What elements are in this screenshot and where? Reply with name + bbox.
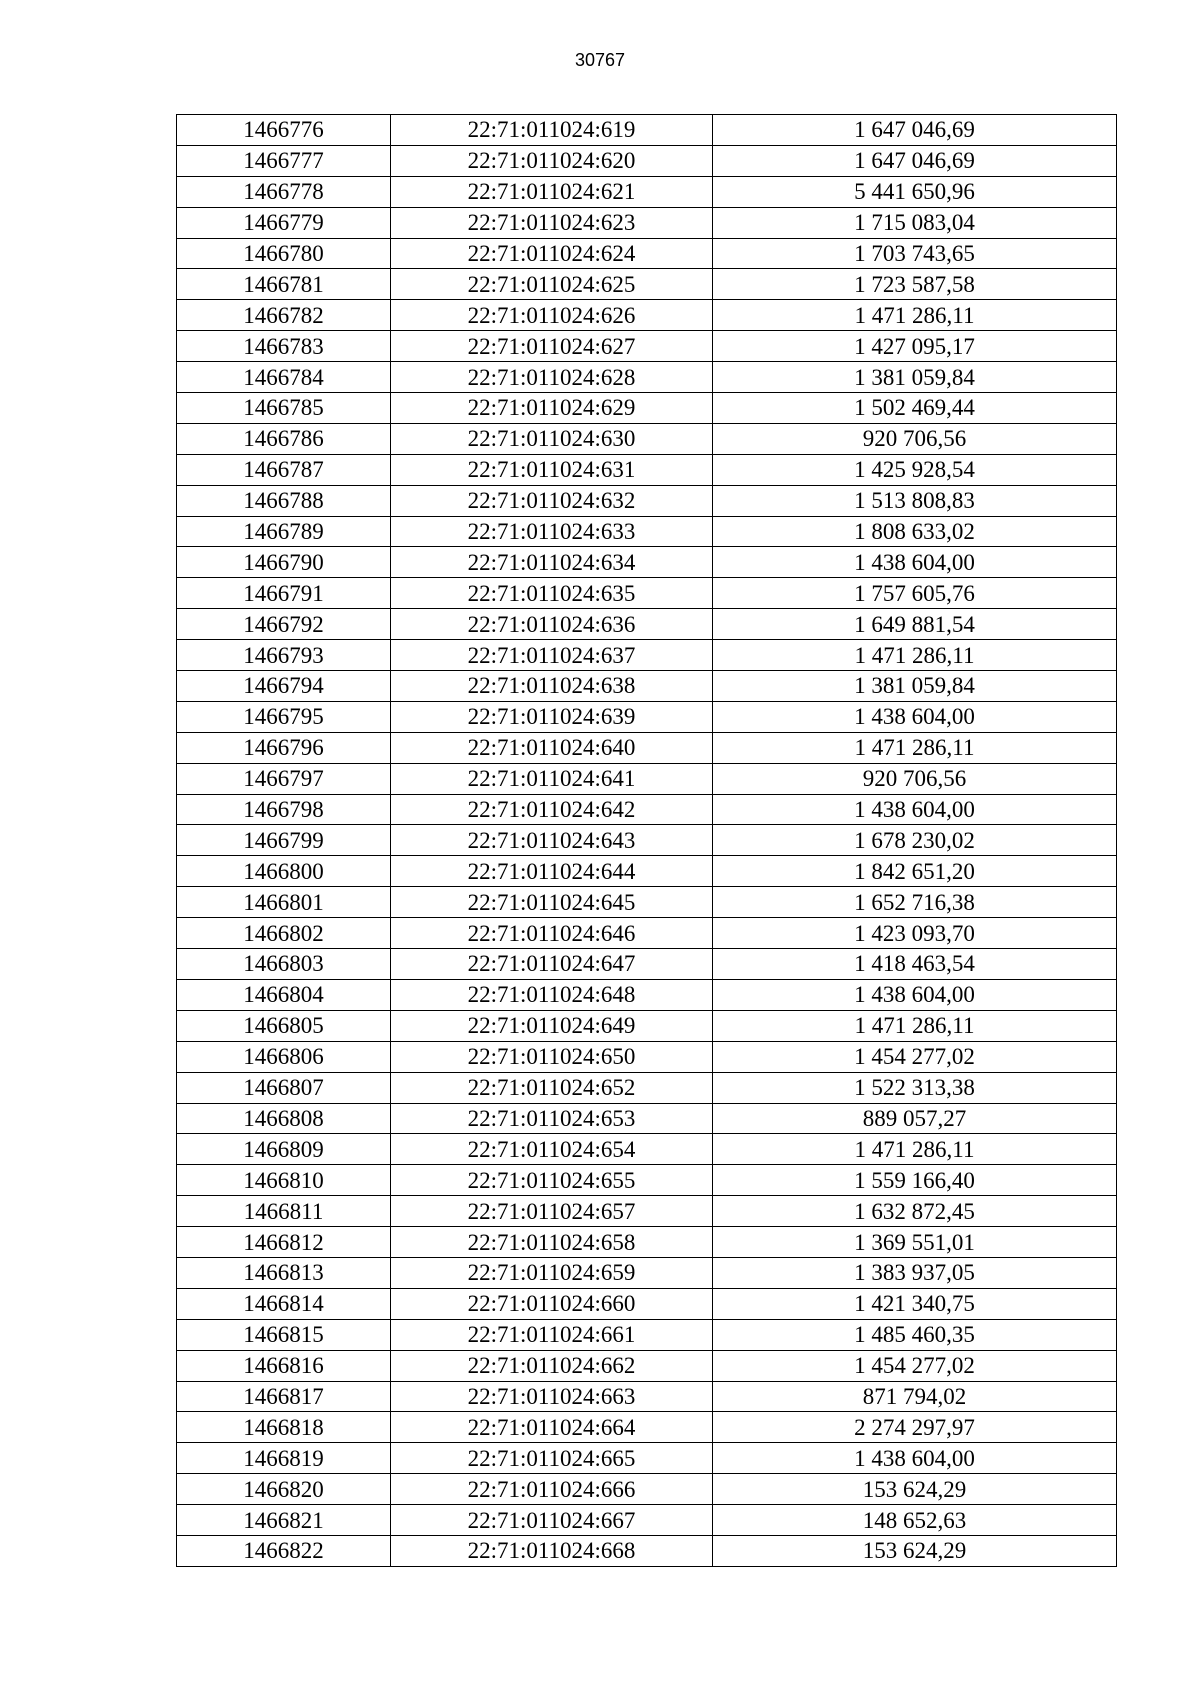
cadastral-value-cell: 1 438 604,00 (713, 1443, 1117, 1474)
table-row (177, 485, 1117, 516)
cadastral-value-cell: 153 624,29 (713, 1535, 1117, 1566)
cadastral-value-cell: 1 808 633,02 (713, 516, 1117, 547)
page-number: 30767 (574, 50, 626, 70)
table-row (177, 269, 1117, 300)
cadastral-value-cell: 1 647 046,69 (713, 115, 1117, 146)
table-row (177, 887, 1117, 918)
cadastral-number-cell: 22:71:011024:665 (391, 1443, 713, 1474)
table-row (177, 1443, 1117, 1474)
record-number-cell: 1466776 (177, 115, 391, 146)
table-row (177, 609, 1117, 640)
table-row (177, 300, 1117, 331)
cadastral-number-cell: 22:71:011024:630 (391, 423, 713, 454)
cadastral-number-cell: 22:71:011024:659 (391, 1257, 713, 1288)
record-number-cell: 1466792 (177, 609, 391, 640)
table-row (177, 671, 1117, 702)
cadastral-number-cell: 22:71:011024:634 (391, 547, 713, 578)
record-number-cell: 1466800 (177, 856, 391, 887)
record-number-cell: 1466799 (177, 825, 391, 856)
cadastral-value-cell: 1 471 286,11 (713, 1134, 1117, 1165)
cadastral-number-cell: 22:71:011024:648 (391, 979, 713, 1010)
record-number-cell: 1466793 (177, 640, 391, 671)
cadastral-value-cell: 1 678 230,02 (713, 825, 1117, 856)
record-number-cell: 1466784 (177, 362, 391, 393)
cadastral-number-cell: 22:71:011024:663 (391, 1381, 713, 1412)
record-number-cell: 1466783 (177, 331, 391, 362)
cadastral-value-cell: 871 794,02 (713, 1381, 1117, 1412)
record-number-cell: 1466805 (177, 1010, 391, 1041)
record-number-cell: 1466809 (177, 1134, 391, 1165)
table-row (177, 1196, 1117, 1227)
table-row (177, 516, 1117, 547)
table-row (177, 763, 1117, 794)
record-number-cell: 1466820 (177, 1474, 391, 1505)
record-number-cell: 1466810 (177, 1165, 391, 1196)
cadastral-number-cell: 22:71:011024:662 (391, 1350, 713, 1381)
cadastral-value-cell: 1 522 313,38 (713, 1072, 1117, 1103)
table-row (177, 949, 1117, 980)
cadastral-number-cell: 22:71:011024:620 (391, 145, 713, 176)
cadastral-value-cell: 1 471 286,11 (713, 300, 1117, 331)
record-number-cell: 1466822 (177, 1535, 391, 1566)
cadastral-value-cell: 148 652,63 (713, 1505, 1117, 1536)
record-number-cell: 1466804 (177, 979, 391, 1010)
table-row (177, 423, 1117, 454)
table-row (177, 238, 1117, 269)
cadastral-number-cell: 22:71:011024:642 (391, 794, 713, 825)
table-row (177, 1227, 1117, 1258)
record-number-cell: 1466808 (177, 1103, 391, 1134)
table-row (177, 393, 1117, 424)
record-number-cell: 1466786 (177, 423, 391, 454)
cadastral-number-cell: 22:71:011024:639 (391, 701, 713, 732)
cadastral-value-cell: 1 471 286,11 (713, 732, 1117, 763)
record-number-cell: 1466798 (177, 794, 391, 825)
cadastral-value-cell: 1 369 551,01 (713, 1227, 1117, 1258)
cadastral-number-cell: 22:71:011024:626 (391, 300, 713, 331)
record-number-cell: 1466803 (177, 949, 391, 980)
cadastral-value-cell: 1 649 881,54 (713, 609, 1117, 640)
table-row (177, 918, 1117, 949)
record-number-cell: 1466797 (177, 763, 391, 794)
cadastral-value-cell: 1 423 093,70 (713, 918, 1117, 949)
cadastral-number-cell: 22:71:011024:664 (391, 1412, 713, 1443)
cadastral-number-cell: 22:71:011024:636 (391, 609, 713, 640)
table-row (177, 856, 1117, 887)
cadastral-value-cell: 1 513 808,83 (713, 485, 1117, 516)
cadastral-number-cell: 22:71:011024:628 (391, 362, 713, 393)
cadastral-number-cell: 22:71:011024:625 (391, 269, 713, 300)
cadastral-number-cell: 22:71:011024:631 (391, 454, 713, 485)
cadastral-value-cell: 2 274 297,97 (713, 1412, 1117, 1443)
record-number-cell: 1466787 (177, 454, 391, 485)
table-row (177, 1041, 1117, 1072)
cadastral-value-cell: 1 421 340,75 (713, 1288, 1117, 1319)
cadastral-number-cell: 22:71:011024:645 (391, 887, 713, 918)
table-row (177, 547, 1117, 578)
cadastral-number-cell: 22:71:011024:657 (391, 1196, 713, 1227)
cadastral-value-cell: 1 471 286,11 (713, 1010, 1117, 1041)
cadastral-number-cell: 22:71:011024:660 (391, 1288, 713, 1319)
cadastral-number-cell: 22:71:011024:658 (391, 1227, 713, 1258)
table-row (177, 207, 1117, 238)
record-number-cell: 1466819 (177, 1443, 391, 1474)
record-number-cell: 1466814 (177, 1288, 391, 1319)
cadastral-value-cell: 1 438 604,00 (713, 547, 1117, 578)
record-number-cell: 1466817 (177, 1381, 391, 1412)
cadastral-value-cell: 1 381 059,84 (713, 671, 1117, 702)
cadastral-value-cell: 920 706,56 (713, 423, 1117, 454)
table-row (177, 1535, 1117, 1566)
table-row (177, 1257, 1117, 1288)
table-row (177, 1288, 1117, 1319)
table-row (177, 1381, 1117, 1412)
cadastral-value-table (176, 114, 1117, 1567)
table-row (177, 640, 1117, 671)
record-number-cell: 1466785 (177, 393, 391, 424)
cadastral-value-cell: 1 485 460,35 (713, 1319, 1117, 1350)
table-row (177, 176, 1117, 207)
record-number-cell: 1466794 (177, 671, 391, 702)
cadastral-number-cell: 22:71:011024:619 (391, 115, 713, 146)
cadastral-value-cell: 153 624,29 (713, 1474, 1117, 1505)
cadastral-number-cell: 22:71:011024:646 (391, 918, 713, 949)
cadastral-number-cell: 22:71:011024:652 (391, 1072, 713, 1103)
table-row (177, 1010, 1117, 1041)
table-row (177, 1319, 1117, 1350)
cadastral-value-cell: 1 418 463,54 (713, 949, 1117, 980)
cadastral-number-cell: 22:71:011024:654 (391, 1134, 713, 1165)
table-row (177, 1134, 1117, 1165)
record-number-cell: 1466777 (177, 145, 391, 176)
table-row (177, 979, 1117, 1010)
table-row (177, 1505, 1117, 1536)
cadastral-value-cell: 1 381 059,84 (713, 362, 1117, 393)
cadastral-value-cell: 1 723 587,58 (713, 269, 1117, 300)
cadastral-number-cell: 22:71:011024:638 (391, 671, 713, 702)
record-number-cell: 1466790 (177, 547, 391, 578)
record-number-cell: 1466788 (177, 485, 391, 516)
cadastral-number-cell: 22:71:011024:640 (391, 732, 713, 763)
table-row (177, 1412, 1117, 1443)
table-row (177, 331, 1117, 362)
table-row (177, 578, 1117, 609)
cadastral-number-cell: 22:71:011024:621 (391, 176, 713, 207)
record-number-cell: 1466791 (177, 578, 391, 609)
cadastral-number-cell: 22:71:011024:647 (391, 949, 713, 980)
table-row (177, 1165, 1117, 1196)
record-number-cell: 1466813 (177, 1257, 391, 1288)
cadastral-value-cell: 1 842 651,20 (713, 856, 1117, 887)
cadastral-number-cell: 22:71:011024:667 (391, 1505, 713, 1536)
cadastral-number-cell: 22:71:011024:633 (391, 516, 713, 547)
record-number-cell: 1466812 (177, 1227, 391, 1258)
cadastral-value-cell: 1 438 604,00 (713, 979, 1117, 1010)
cadastral-value-cell: 889 057,27 (713, 1103, 1117, 1134)
cadastral-value-cell: 5 441 650,96 (713, 176, 1117, 207)
table-row (177, 1103, 1117, 1134)
cadastral-number-cell: 22:71:011024:629 (391, 393, 713, 424)
cadastral-number-cell: 22:71:011024:668 (391, 1535, 713, 1566)
record-number-cell: 1466795 (177, 701, 391, 732)
cadastral-number-cell: 22:71:011024:661 (391, 1319, 713, 1350)
table-row (177, 115, 1117, 146)
record-number-cell: 1466818 (177, 1412, 391, 1443)
cadastral-number-cell: 22:71:011024:635 (391, 578, 713, 609)
cadastral-number-cell: 22:71:011024:653 (391, 1103, 713, 1134)
cadastral-value-cell: 1 757 605,76 (713, 578, 1117, 609)
record-number-cell: 1466815 (177, 1319, 391, 1350)
record-number-cell: 1466780 (177, 238, 391, 269)
cadastral-value-cell: 1 652 716,38 (713, 887, 1117, 918)
cadastral-value-cell: 1 438 604,00 (713, 701, 1117, 732)
cadastral-number-cell: 22:71:011024:637 (391, 640, 713, 671)
record-number-cell: 1466821 (177, 1505, 391, 1536)
cadastral-number-cell: 22:71:011024:623 (391, 207, 713, 238)
cadastral-value-cell: 1 454 277,02 (713, 1041, 1117, 1072)
cadastral-value-cell: 1 715 083,04 (713, 207, 1117, 238)
record-number-cell: 1466779 (177, 207, 391, 238)
table-row (177, 732, 1117, 763)
record-number-cell: 1466802 (177, 918, 391, 949)
record-number-cell: 1466801 (177, 887, 391, 918)
cadastral-value-cell: 1 425 928,54 (713, 454, 1117, 485)
table-row (177, 1072, 1117, 1103)
cadastral-value-cell: 1 471 286,11 (713, 640, 1117, 671)
record-number-cell: 1466806 (177, 1041, 391, 1072)
record-number-cell: 1466816 (177, 1350, 391, 1381)
table-row (177, 145, 1117, 176)
table-row (177, 794, 1117, 825)
cadastral-number-cell: 22:71:011024:627 (391, 331, 713, 362)
table-body (177, 115, 1117, 1567)
cadastral-value-cell: 1 383 937,05 (713, 1257, 1117, 1288)
cadastral-value-cell: 1 703 743,65 (713, 238, 1117, 269)
table-row (177, 362, 1117, 393)
cadastral-value-cell: 1 502 469,44 (713, 393, 1117, 424)
record-number-cell: 1466796 (177, 732, 391, 763)
table-row (177, 825, 1117, 856)
record-number-cell: 1466778 (177, 176, 391, 207)
record-number-cell: 1466782 (177, 300, 391, 331)
table-row (177, 1474, 1117, 1505)
table-row (177, 701, 1117, 732)
table-row (177, 454, 1117, 485)
cadastral-number-cell: 22:71:011024:644 (391, 856, 713, 887)
cadastral-value-cell: 1 632 872,45 (713, 1196, 1117, 1227)
record-number-cell: 1466781 (177, 269, 391, 300)
record-number-cell: 1466807 (177, 1072, 391, 1103)
record-number-cell: 1466811 (177, 1196, 391, 1227)
cadastral-value-cell: 920 706,56 (713, 763, 1117, 794)
cadastral-number-cell: 22:71:011024:641 (391, 763, 713, 794)
cadastral-value-cell: 1 438 604,00 (713, 794, 1117, 825)
cadastral-number-cell: 22:71:011024:650 (391, 1041, 713, 1072)
cadastral-value-cell: 1 454 277,02 (713, 1350, 1117, 1381)
cadastral-number-cell: 22:71:011024:666 (391, 1474, 713, 1505)
cadastral-value-cell: 1 647 046,69 (713, 145, 1117, 176)
cadastral-number-cell: 22:71:011024:632 (391, 485, 713, 516)
cadastral-value-cell: 1 559 166,40 (713, 1165, 1117, 1196)
record-number-cell: 1466789 (177, 516, 391, 547)
cadastral-value-cell: 1 427 095,17 (713, 331, 1117, 362)
cadastral-number-cell: 22:71:011024:624 (391, 238, 713, 269)
table-row (177, 1350, 1117, 1381)
cadastral-number-cell: 22:71:011024:643 (391, 825, 713, 856)
cadastral-number-cell: 22:71:011024:655 (391, 1165, 713, 1196)
cadastral-number-cell: 22:71:011024:649 (391, 1010, 713, 1041)
